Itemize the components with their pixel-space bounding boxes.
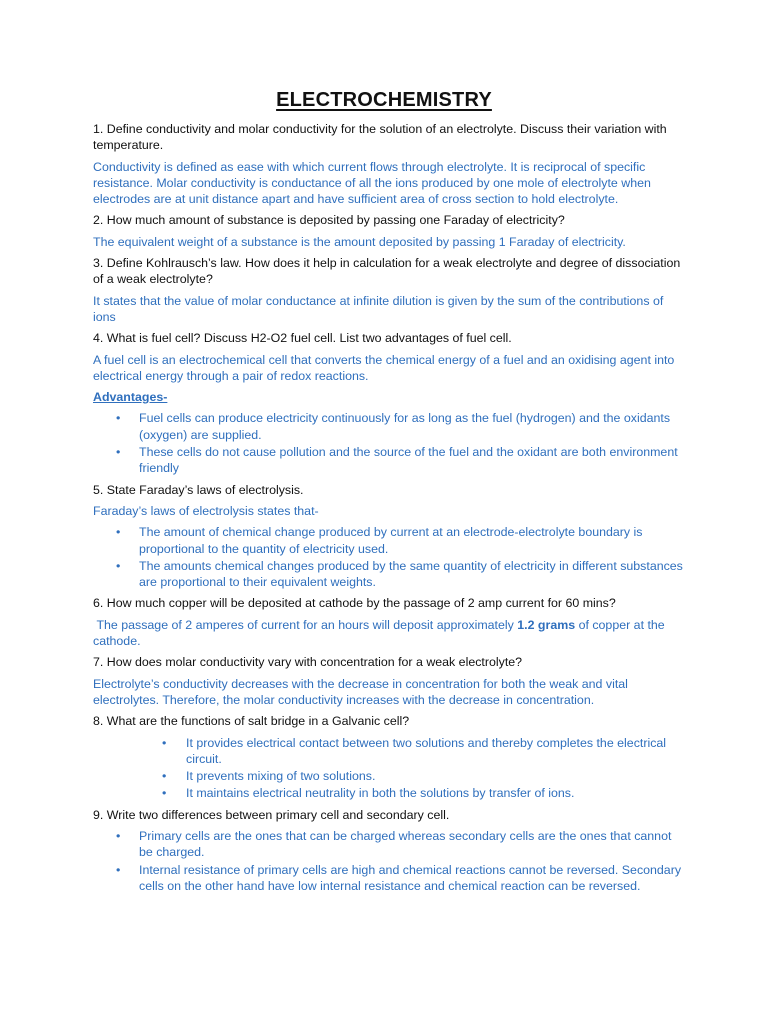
list-item-text: Fuel cells can produce electricity continuously for as long as the fuel (hydrogen) and the oxidants (oxygen) are supplied. [139, 411, 671, 442]
list-item [93, 524, 683, 557]
question-8: 8. What are the functions of salt bridge in a Galvanic cell? [93, 714, 410, 729]
question-2: 2. How much amount of substance is deposited by passing one Faraday of electricity? [93, 213, 565, 228]
bullet-icon: • [162, 735, 167, 750]
bullet-icon: • [116, 862, 121, 877]
list-item [93, 558, 683, 591]
salt-bridge-list [93, 735, 683, 802]
answer-5: Faraday’s laws of electrolysis states that- [93, 503, 319, 518]
advantages-heading: Advantages- [93, 390, 168, 405]
answer-2: The equivalent weight of a substance is the amount deposited by passing 1 Faraday of electricity. [93, 234, 626, 249]
list-item [93, 735, 683, 768]
answer-6 [93, 617, 683, 650]
bullet-icon: • [116, 558, 121, 573]
question-7: 7. How does molar conductivity vary with concentration for a weak electrolyte? [93, 655, 523, 670]
bullet-icon: • [116, 445, 121, 460]
question-1: 1. Define conductivity and molar conductivity for the solution of an electrolyte. Discuss their variation with temperature. [93, 122, 667, 153]
answer-6-text-end: of copper at the cathode. [93, 617, 665, 649]
list-item [93, 410, 683, 443]
answer-3: It states that the value of molar conductance at infinite dilution is given by the sum of the contributions of ions [93, 293, 664, 324]
list-item-text: The amounts chemical changes produced by the same quantity of electricity in different substances are proportional to their equivalent weights. [139, 558, 683, 590]
bullet-icon: • [116, 525, 121, 540]
bullet-icon: • [162, 769, 167, 784]
answer-6-highlight: 1.2 grams [517, 617, 576, 632]
list-item [93, 785, 683, 801]
list-item-text: Internal resistance of primary cells are high and chemical reactions cannot be reversed. Secondary cells on the other hand have low internal resistance and chemical reaction can be reversed. [139, 862, 682, 893]
list-item-text: It maintains electrical neutrality in both the solutions by transfer of ions. [186, 786, 575, 801]
list-item-text: These cells do not cause pollution and the source of the fuel and the oxidant are both environment friendly [139, 445, 678, 476]
bullet-icon: • [116, 411, 121, 426]
list-item-text: Primary cells are the ones that can be charged whereas secondary cells are the ones that cannot be charged. [139, 828, 672, 860]
list-item [93, 768, 683, 784]
page-title: ELECTROCHEMISTRY [276, 89, 492, 111]
bullet-icon: • [116, 828, 121, 843]
list-item [93, 828, 683, 861]
list-item [93, 862, 683, 895]
document-body [93, 121, 683, 899]
faraday-laws-list [93, 524, 683, 590]
answer-7: Electrolyte’s conductivity decreases with the decrease in concentration for both the weak and vital electrolytes. Therefore, the molar conductivity increases with the decrease in concentration. [93, 676, 628, 707]
question-4: 4. What is fuel cell? Discuss H2-O2 fuel cell. List two advantages of fuel cell. [93, 331, 512, 346]
list-item-text: The amount of chemical change produced by current at an electrode-electrolyte boundary is proportional to the quantity of electricity used. [139, 525, 643, 556]
list-item-text: It prevents mixing of two solutions. [186, 769, 376, 784]
list-item [93, 444, 683, 477]
cell-differences-list [93, 828, 683, 894]
advantages-list [93, 410, 683, 476]
question-3: 3. Define Kohlrausch’s law. How does it help in calculation for a weak electrolyte and degree of dissociation of a weak electrolyte? [93, 256, 681, 287]
question-5: 5. State Faraday’s laws of electrolysis. [93, 482, 304, 497]
answer-6-text: The passage of 2 amperes of current for an hours will deposit approximately [93, 617, 518, 632]
question-6: 6. How much copper will be deposited at cathode by the passage of 2 amp current for 60 mins? [93, 596, 616, 611]
answer-4: A fuel cell is an electrochemical cell that converts the chemical energy of a fuel and an oxidising agent into electrical energy through a pair of redox reactions. [93, 352, 675, 383]
list-item-text: It provides electrical contact between two solutions and thereby completes the electrical circuit. [186, 735, 667, 766]
question-9: 9. Write two differences between primary cell and secondary cell. [93, 807, 450, 822]
bullet-icon: • [162, 786, 167, 801]
answer-1: Conductivity is defined as ease with which current flows through electrolyte. It is reciprocal of specific resistance. Molar conductivity is conductance of all the ions produced by one mole of electrolyte when electrodes are at unit distance apart and have sufficient area of cross section to hold electrolyte. [93, 159, 651, 207]
